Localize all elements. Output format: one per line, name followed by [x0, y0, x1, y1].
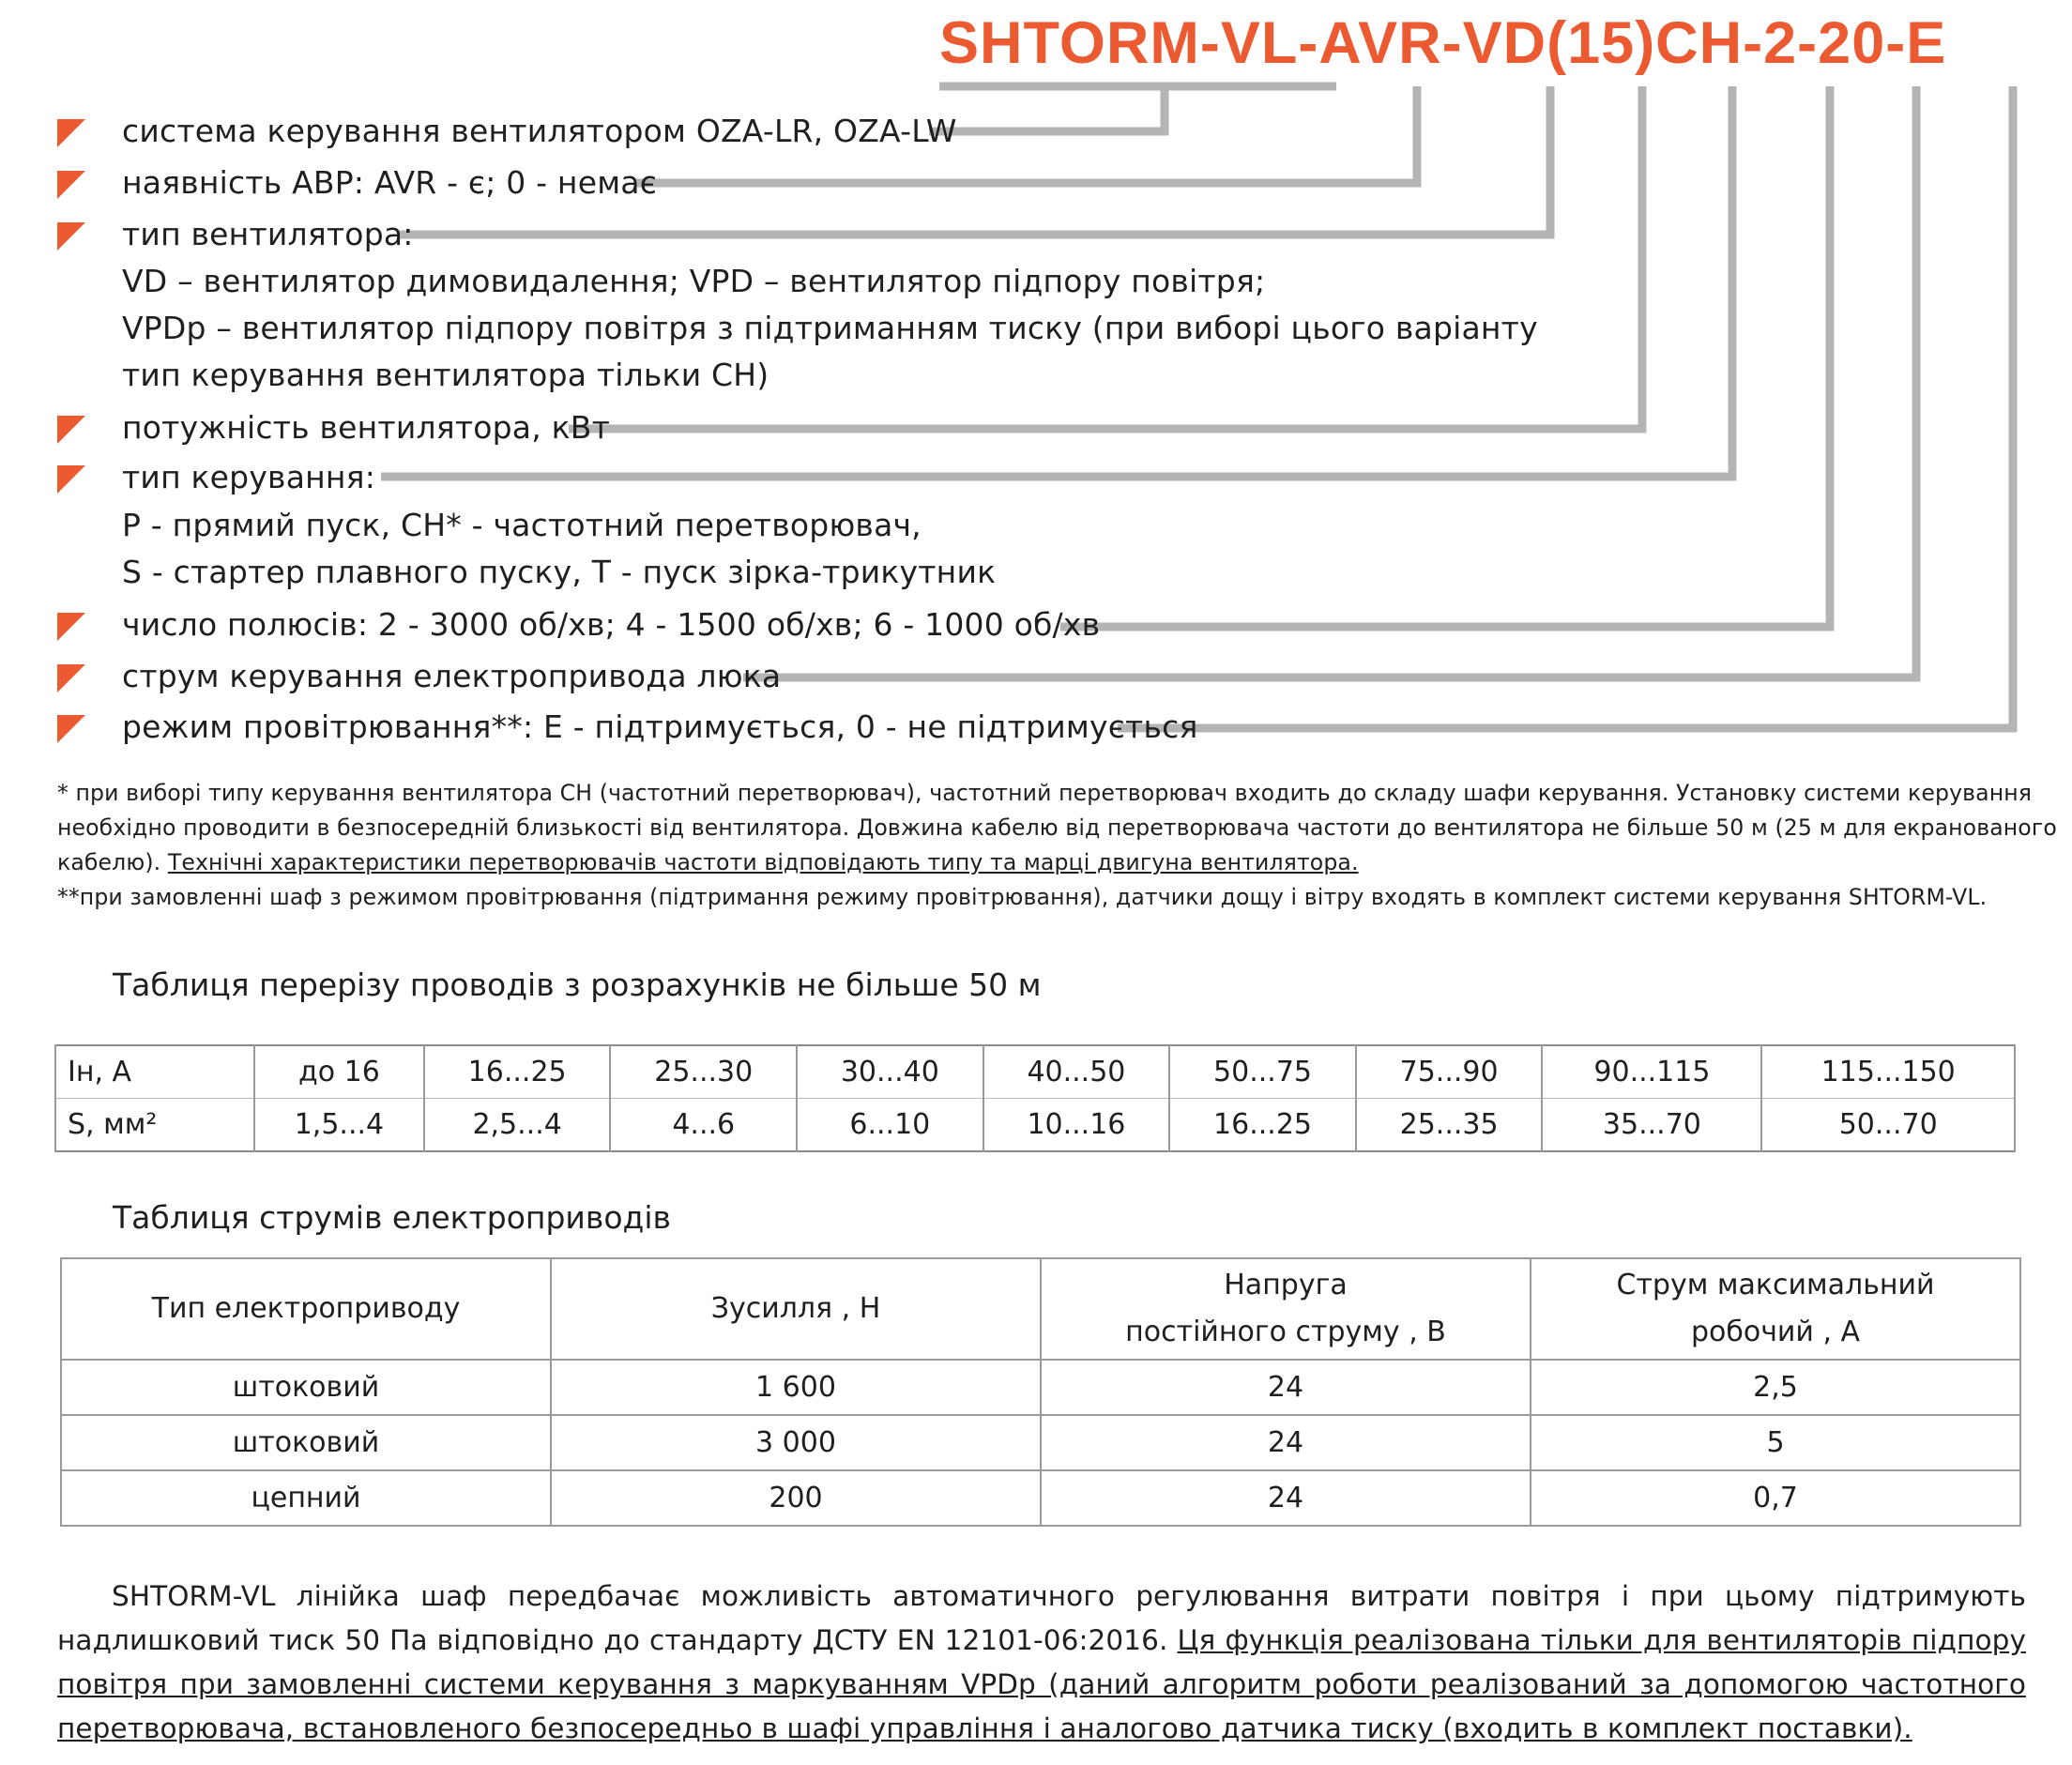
table-cell: штоковий — [61, 1360, 551, 1415]
orange-triangle-marker — [57, 664, 85, 692]
connector-line — [929, 86, 1165, 131]
table-cell: 200 — [551, 1470, 1041, 1526]
column-header — [551, 1258, 1041, 1360]
column-header — [1041, 1258, 1531, 1360]
column-header-line: Зусилля , Н — [710, 1292, 881, 1325]
column-header-line: Напруга — [1224, 1269, 1348, 1301]
orange-triangle-marker — [57, 416, 85, 444]
legend-item-poles: число полюсів: 2 - 3000 об/хв; 4 - 1500 об/хв; 6 - 1000 об/хв — [122, 606, 1101, 643]
product-code: SHTORM-VL-AVR-VD(15)CH-2-20-E — [939, 10, 1947, 76]
table-cell: 16...25 — [424, 1045, 611, 1099]
table-row — [61, 1360, 2020, 1415]
legend-item-control-type: тип керування: — [122, 459, 376, 495]
connector-line — [397, 86, 1550, 235]
wire-section-table — [54, 1044, 2016, 1152]
orange-triangle-marker — [57, 613, 85, 641]
table-cell: 50...70 — [1761, 1099, 2015, 1152]
table-row-header: Ін, А — [55, 1045, 254, 1099]
wire-table-caption: Таблиця перерізу проводів з розрахунків не більше 50 м — [113, 966, 1042, 1003]
table-cell: 1 600 — [551, 1360, 1041, 1415]
closing-paragraph — [57, 1575, 2026, 1751]
control-type-detail: P - прямий пуск, СН* - частотний перетворювач, — [122, 507, 922, 543]
table-cell: 90...115 — [1542, 1045, 1761, 1099]
drive-table-caption: Таблиця струмів електроприводів — [113, 1199, 671, 1236]
legend-item-fan-type: тип вентилятора: — [122, 216, 414, 252]
orange-triangle-marker — [57, 119, 85, 147]
fan-type-detail: тип керування вентилятора тільки СН) — [122, 357, 769, 393]
table-cell: 24 — [1041, 1470, 1531, 1526]
orange-triangle-marker — [57, 222, 85, 251]
control-type-detail: S - стартер плавного пуску, Т - пуск зірка-трикутник — [122, 554, 997, 590]
column-header-line: постійного струму , В — [1125, 1316, 1446, 1348]
column-header — [1531, 1258, 2020, 1360]
footnote-text: кабелю). — [57, 849, 168, 875]
table-cell: 25...30 — [610, 1045, 797, 1099]
table-row — [55, 1045, 2015, 1099]
footnote-line: * при виборі типу керування вентилятора СН (частотний перетворювач), частотний перетворювач входить до складу шафи керування. Установку системи керування — [57, 780, 2033, 806]
table-cell: 3 000 — [551, 1415, 1041, 1470]
fan-type-detail: VPDp – вентилятор підпору повітря з підтриманням тиску (при виборі цього варіанту — [122, 310, 1538, 346]
table-cell: 16...25 — [1169, 1099, 1356, 1152]
table-cell: 4...6 — [610, 1099, 797, 1152]
table-cell: 10...16 — [983, 1099, 1170, 1152]
orange-triangle-marker — [57, 465, 85, 494]
column-header-line: Струм максимальний — [1616, 1269, 1935, 1301]
legend-item-fan-control-system: система керування вентилятором OZA-LR, OZA-LW — [122, 113, 957, 149]
legend-item-avr: наявність АВР: AVR - є; 0 - немає — [122, 164, 658, 201]
table-cell: 50...75 — [1169, 1045, 1356, 1099]
legend-item-hatch-drive-current: струм керування електропривода люка — [122, 658, 782, 694]
table-header-row — [61, 1258, 2020, 1360]
table-row — [55, 1099, 2015, 1152]
table-cell: 115...150 — [1761, 1045, 2015, 1099]
closing-paragraph-underlined: Ця функція реалізована тільки для вентиляторів підпору повітря при замовленні системи керування з маркуванням VPDp (даний алгоритм роботи реалізований за допомогою частотного перетворювача, встановленого безпосередньо в шафі управління і аналогово датчика тиску (входить в комплект поставки). — [57, 1624, 2027, 1744]
legend-item-fan-power: потужність вентилятора, кВт — [122, 409, 610, 446]
table-cell: 6...10 — [797, 1099, 983, 1152]
table-cell: 2,5...4 — [424, 1099, 611, 1152]
table-cell: 5 — [1531, 1415, 2020, 1470]
table-cell: 2,5 — [1531, 1360, 2020, 1415]
orange-triangle-marker — [57, 171, 85, 199]
table-cell: цепний — [61, 1470, 551, 1526]
table-cell: 24 — [1041, 1360, 1531, 1415]
table-cell: 75...90 — [1356, 1045, 1543, 1099]
fan-type-detail: VD – вентилятор димовидалення; VPD – вентилятор підпору повітря; — [122, 263, 1266, 299]
table-cell: 24 — [1041, 1415, 1531, 1470]
connector-line — [1060, 86, 1830, 627]
orange-triangle-marker — [57, 715, 85, 743]
table-cell: 35...70 — [1542, 1099, 1761, 1152]
table-cell: 0,7 — [1531, 1470, 2020, 1526]
footnote-line: необхідно проводити в безпосередній близькості від вентилятора. Довжина кабелю від перетворювача частоти до вентилятора не більше 50 м (25 м для екранованого — [57, 814, 2057, 841]
closing-paragraph-text: SHTORM-VL лінійка шаф передбачає можливість автоматичного регулювання витрати повітря і при цьому підтримують надлишковий тиск 50 Па відповідно до стандарту ДСТУ EN 12101-06:2016. — [57, 1580, 2026, 1656]
footnote-line — [57, 849, 2028, 875]
table-cell: 1,5...4 — [254, 1099, 424, 1152]
table-cell: 25...35 — [1356, 1099, 1543, 1152]
table-row — [61, 1470, 2020, 1526]
column-header-line: робочий , А — [1690, 1316, 1861, 1348]
table-cell: до 16 — [254, 1045, 424, 1099]
table-cell: штоковий — [61, 1415, 551, 1470]
table-cell: 30...40 — [797, 1045, 983, 1099]
footnote-line: **при замовленні шаф з режимом провітрювання (підтримання режиму провітрювання), датчики дощу і вітру входять в комплект системи керування SHTORM-VL. — [57, 884, 1988, 910]
column-header-line: Тип електроприводу — [151, 1292, 461, 1325]
table-row-header: S, мм² — [55, 1099, 254, 1152]
footnote-underlined-note: Технічні характеристики перетворювачів частоти відповідають типу та марці двигуна вентилятора. — [167, 849, 1359, 875]
legend-item-ventilation-mode: режим провітрювання**: Е - підтримується, 0 - не підтримується — [122, 708, 1198, 745]
column-header — [61, 1258, 551, 1360]
table-row — [61, 1415, 2020, 1470]
drive-current-table — [60, 1257, 2021, 1527]
table-cell: 40...50 — [983, 1045, 1170, 1099]
